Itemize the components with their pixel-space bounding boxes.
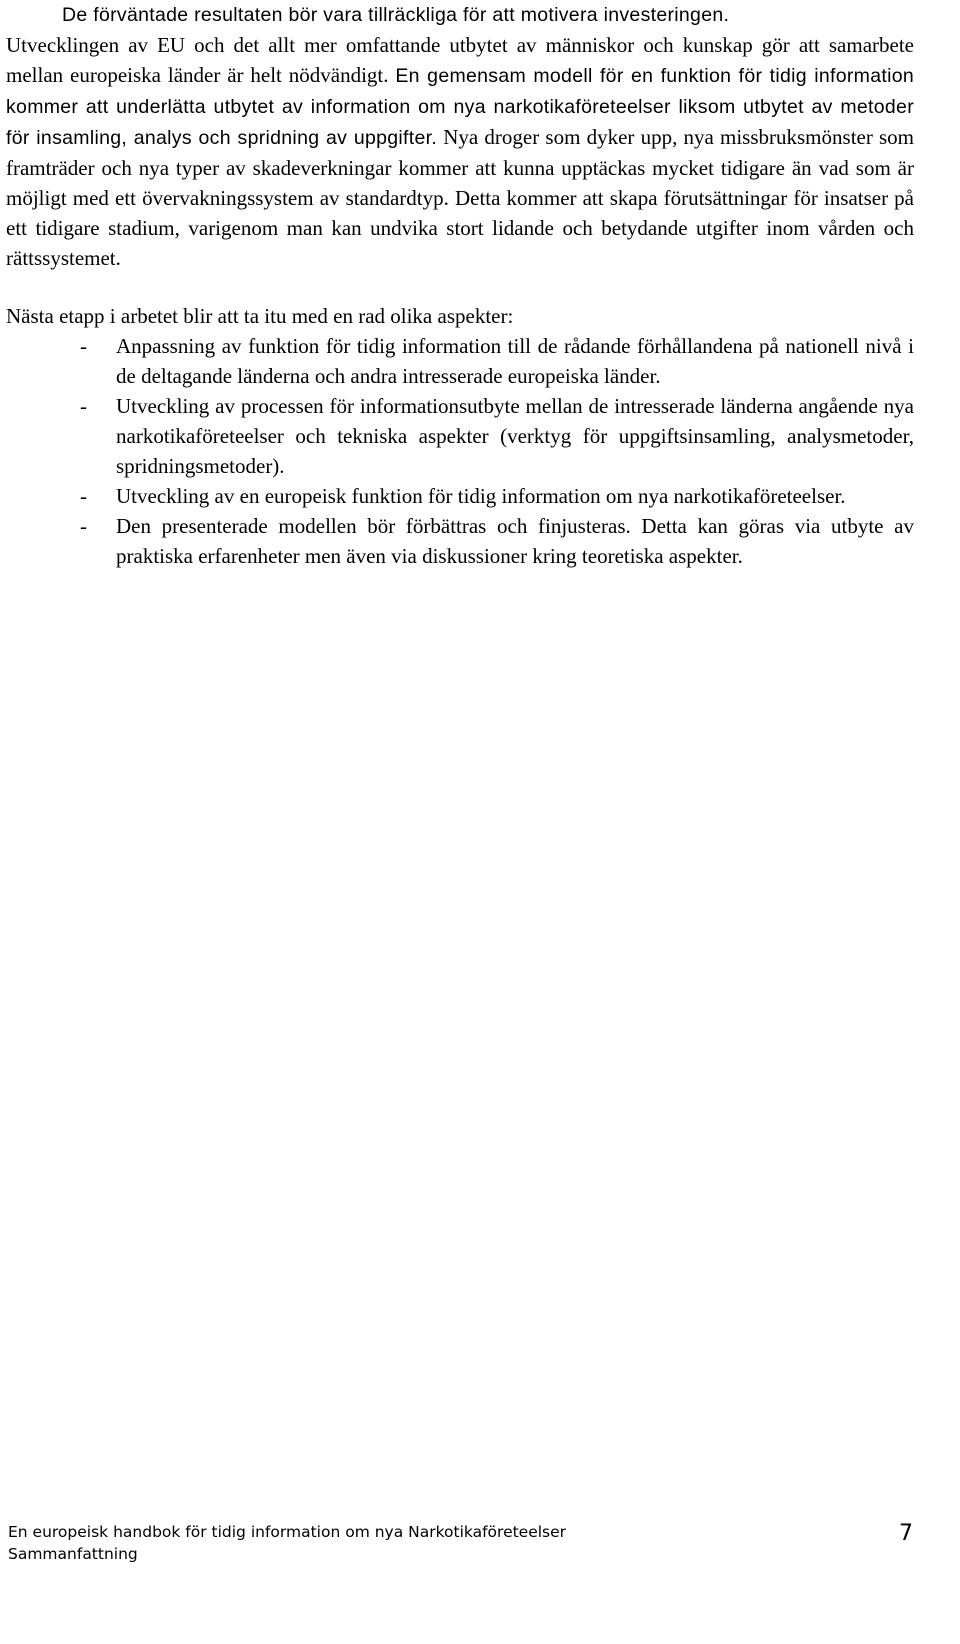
sentence-eu-development: Utvecklingen av EU och det allt mer omfattande utbytet av människor och kunskap gör att samarbete mellan europeiska länder är helt nödvändigt.	[6, 33, 914, 87]
list-item	[6, 331, 914, 391]
next-stage-intro: Nästa etapp i arbetet blir att ta itu med en rad olika aspekter:	[6, 304, 514, 328]
list-item-text: Utveckling av en europeisk funktion för tidig information om nya narkotikaföreteelser.	[116, 484, 846, 508]
dash-marker: -	[80, 484, 87, 508]
list-item-text: Anpassning av funktion för tidig information till de rådande förhållandena på nationell nivå i de deltagande länderna och andra intresserade europeiska länder.	[116, 334, 914, 388]
list-item-text: Utveckling av processen för informationsutbyte mellan de intresserade länderna angående nya narkotikaföreteelser och tekniska aspekter (verktyg för uppgiftsinsamling, analysmetoder, spridningsmetoder).	[116, 394, 914, 478]
dash-marker: -	[80, 394, 87, 418]
dash-marker: -	[80, 514, 87, 538]
sentence-new-drugs: Nya droger som dyker upp, nya missbruksmönster som framträder och nya typer av skadeverkningar kommer att kunna upptäckas mycket tidigare än vad som är möjligt med ett övervakningssystem av standardtyp.	[6, 125, 915, 210]
list-item	[6, 481, 914, 511]
footer-title: En europeisk handbok för tidig information om nya Narkotikaföreteelser	[8, 1523, 567, 1541]
footer-subtitle: Sammanfattning	[8, 1545, 138, 1563]
page-number: 7	[899, 1521, 913, 1546]
sentence-early-action: Detta kommer att skapa förutsättningar för insatser på ett tidigare stadium, varigenom man kan undvika stort lidande och betydande utgifter inom vården och rättssystemet.	[6, 186, 915, 270]
list-item	[6, 391, 914, 481]
list-item-text: Den presenterade modellen bör förbättras och finjusteras. Detta kan göras via utbyte av praktiska erfarenheter men även via diskussioner kring teoretiska aspekter.	[116, 514, 914, 568]
sentence-common-model: En gemensam modell för en funktion för tidig information kommer att underlätta utbytet av information om nya narkotikaföreteelser liksom utbytet av metoder för insamling, analys och spridning av uppgifter.	[6, 65, 914, 149]
page-body	[6, 0, 914, 571]
list-item	[6, 511, 914, 571]
dash-marker: -	[80, 334, 87, 358]
paragraph-results	[6, 0, 914, 273]
sentence-expected-results: De förväntade resultaten bör vara tillräckliga för att motivera investeringen.	[62, 4, 730, 26]
aspects-list	[6, 331, 914, 571]
page-footer	[8, 1521, 913, 1565]
